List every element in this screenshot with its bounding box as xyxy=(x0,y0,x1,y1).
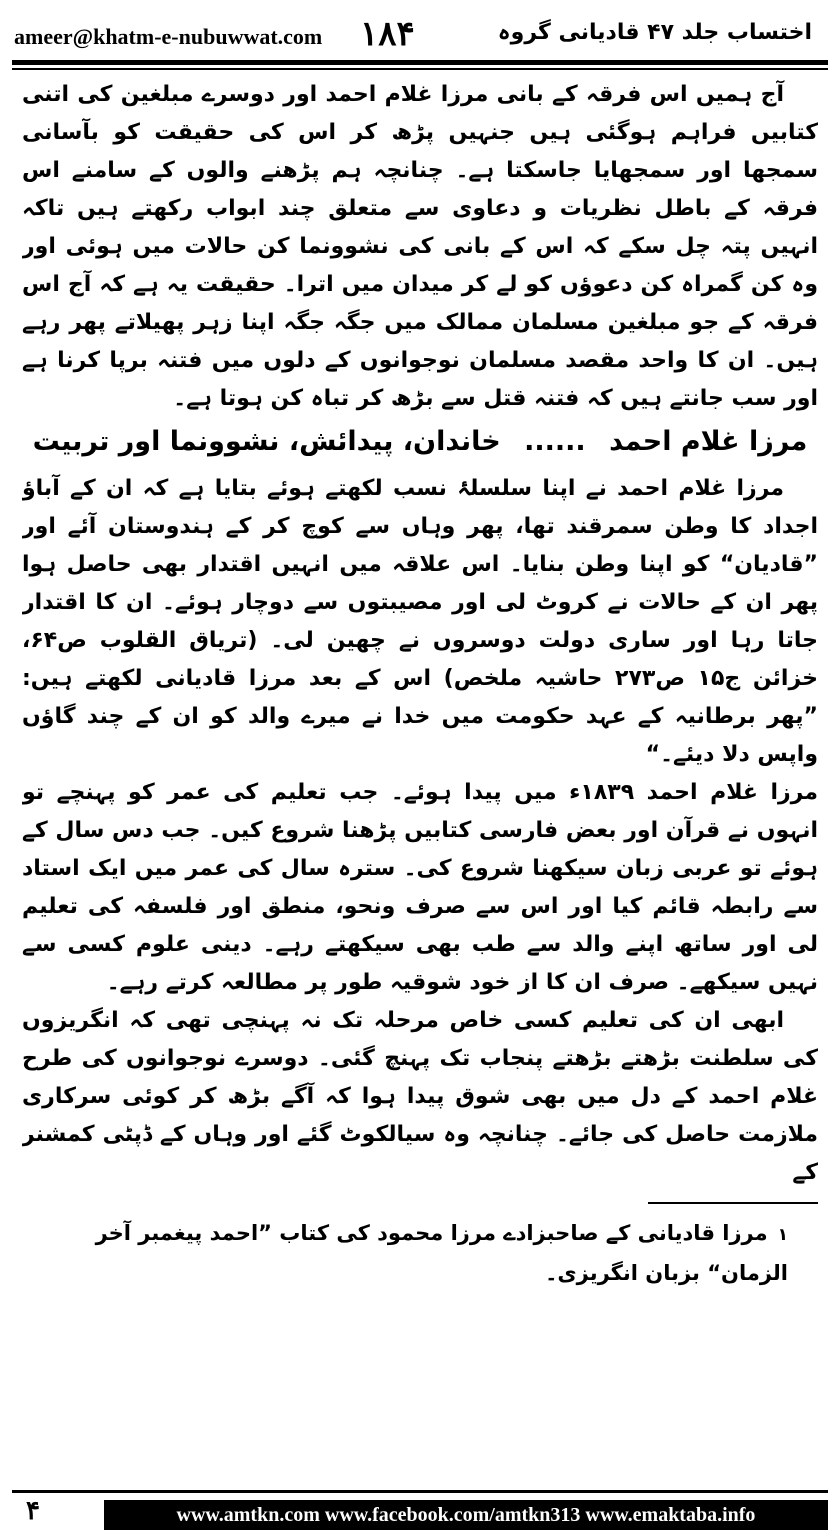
paragraph-lineage: مرزا غلام احمد نے اپنا سلسلۂ نسب لکھتے ہوئے بتایا ہے کہ ان کے آباؤ اجداد کا وطن سمرقند تھا، پھر وہاں سے کوچ کر کے ہندوستان آئے اور ”قادیان“ کو اپنا وطن بنایا۔ اس علاقہ میں انہیں اقتدار بھی حاصل ہوا پھر ان کے حالات نے کروٹ لی اور مصیبتوں سے دوچار ہوئے۔ ان کا اقتدار جاتا رہا اور ساری دولت دوسروں نے چھین لی۔ (تریاق القلوب ص۶۴، خزائن ج۱۵ ص۲۷۳ حاشیہ ملخص) اس کے بعد مرزا قادیانی لکھتے ہیں: ”پھر برطانیہ کے عہد حکومت میں خدا نے میرے والد کو ان کے چند گاؤں واپس دلا دیئے۔“ xyxy=(22,476,818,767)
footnote xyxy=(22,1214,818,1292)
section-heading xyxy=(22,420,818,464)
footnote-divider xyxy=(648,1202,818,1204)
header-rule-thin xyxy=(12,68,828,70)
heading-subtitle: خاندان، پیدائش، نشوونما اور تربیت xyxy=(32,426,501,457)
page-footer xyxy=(12,1490,828,1534)
header-page-number: ۱۸۴ xyxy=(360,14,415,54)
footnote-marker: ۱ xyxy=(777,1224,788,1245)
footer-urls: www.amtkn.com www.facebook.com/amtkn313 www.emaktaba.info xyxy=(104,1500,828,1530)
footnote-text: مرزا قادیانی کے صاحبزادے مرزا محمود کی کتاب ”احمد پیغمبر آخر الزمان“ بزبان انگریزی۔ xyxy=(95,1220,788,1285)
intro-paragraph: آج ہمیں اس فرقہ کے بانی مرزا غلام احمد اور دوسرے مبلغین کی اتنی کتابیں فراہم ہوگئی ہیں جنہیں پڑھ کر اس کی حقیقت کو بآسانی سمجھا اور سمجھایا جاسکتا ہے۔ چنانچہ ہم پڑھنے والوں کے سامنے اس فرقہ کے باطل نظریات و دعاوی سے متعلق چند ابواب رکھتے ہیں تاکہ انہیں پتہ چل سکے کہ اس کے بانی کی نشوونما کن حالات میں ہوئی اور وہ کن گمراہ کن دعوؤں کو لے کر میدان میں اترا۔ حقیقت یہ ہے کہ آج اس فرقہ کے جو مبلغین مسلمان ممالک میں جگہ جگہ اپنا زہر پھیلاتے پھر رہے ہیں۔ ان کا واحد مقصد مسلمان نوجوانوں کے دلوں میں فتنہ برپا کرنا ہے اور سب جانتے ہیں کہ فتنہ قتل سے بڑھ کر تباہ کن ہوتا ہے۔ xyxy=(22,82,818,411)
header-book-title: اختساب جلد ۴۷ قادیانی گروہ xyxy=(497,20,812,45)
footer-rule xyxy=(12,1490,828,1493)
page-body xyxy=(22,76,818,1468)
heading-separator: ...... xyxy=(524,426,586,457)
footer-number: ۴ xyxy=(26,1496,40,1526)
heading-name: مرزا غلام احمد xyxy=(609,426,808,457)
page-header xyxy=(0,0,840,66)
header-rule-thick xyxy=(12,60,828,65)
header-email: ameer@khatm-e-nubuwwat.com xyxy=(14,24,323,49)
paragraph-employment: ابھی ان کی تعلیم کسی خاص مرحلہ تک نہ پہنچی تھی کہ انگریزوں کی سلطنت بڑھتے بڑھتے پنجاب تک پہنچ گئی۔ دوسرے نوجوانوں کی طرح غلام احمد کے دل میں بھی شوق پیدا ہوا کہ آگے بڑھ کر کوئی سرکاری ملازمت حاصل کی جائے۔ چنانچہ وہ سیالکوٹ گئے اور وہاں کے ڈپٹی کمشنر کے xyxy=(22,1008,818,1185)
paragraph-birth-education: مرزا غلام احمد ۱۸۳۹ء میں پیدا ہوئے۔ جب تعلیم کی عمر کو پہنچے تو انہوں نے قرآن اور بعض فارسی کتابیں پڑھنا شروع کیں۔ جب دس سال کے ہوئے تو عربی زبان سیکھنا شروع کی۔ سترہ سال کی عمر میں ایک استاد سے رابطہ قائم کیا اور اس سے صرف ونحو، منطق اور فلسفہ کی تعلیم لی اور ساتھ اپنے والد سے طب بھی سیکھتے رہے۔ دینی علوم کسی سے نہیں سیکھے۔ صرف ان کا از خود شوقیہ طور پر مطالعہ کرتے رہے۔ xyxy=(22,780,818,995)
